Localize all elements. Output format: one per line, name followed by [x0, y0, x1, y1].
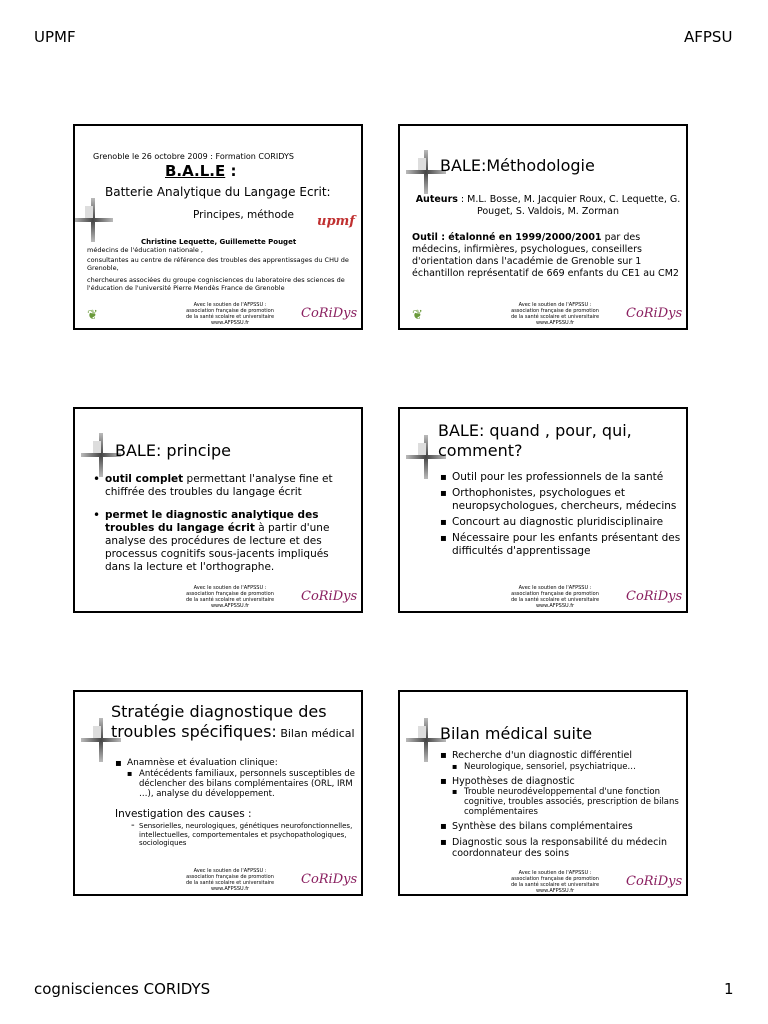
list-item: ▪ Orthophonistes, psychologues et neuropsychologues, chercheurs, médecins — [440, 487, 686, 513]
sub-list-item: ▪ Trouble neurodéveloppemental d'une fonction cognitive, troubles associés, prescription de bilans complémentaires — [440, 787, 686, 817]
sub-list-item: - Sensorielles, neurologiques, génétiques neurofonctionnelles, intellectuelles, comportementales et psychopathologiques, sociologiques — [115, 822, 361, 848]
coridys-logo: CoRiDys — [301, 306, 358, 321]
slide-line-2: consultantes au centre de référence des troubles des apprentissages du CHU de Grenoble, — [87, 256, 349, 272]
slide-title-small: Bilan médical — [276, 727, 355, 740]
support-text: Avec le soutien de l'AFPSSU : association française de promotion de la santé scolaire et universitaire www.AFPSSU.fr — [185, 302, 275, 326]
slide-line-3: chercheures associées du groupe cognisciences du laboratoire des sciences de l'éducation de l'université Pierre Mendès France de Grenoble — [87, 276, 345, 292]
coridys-logo: CoRiDys — [626, 306, 683, 321]
list-item: ▪ Outil pour les professionnels de la santé — [440, 471, 686, 484]
header-right: AFPSU — [684, 28, 733, 46]
slide-5[interactable] — [73, 690, 363, 896]
slide-title — [165, 162, 236, 180]
slide-line-1: médecins de l'éducation nationale , — [87, 246, 203, 254]
bullet-bold: outil complet — [105, 473, 184, 485]
slide-title-main: Stratégie diagnostique des troubles spécifiques: — [111, 702, 327, 741]
bullet-list — [115, 822, 361, 848]
list-item — [93, 509, 355, 574]
bale-title-suffix: : — [225, 162, 237, 180]
slide-4[interactable] — [398, 407, 688, 613]
header-left: UPMF — [34, 28, 76, 46]
support-text: Avec le soutien de l'AFPSSU : association française de promotion de la santé scolaire et universitaire www.AFPSSU.fr — [510, 302, 600, 326]
leaf-icon: ❦ — [412, 308, 423, 323]
coridys-logo: CoRiDys — [626, 589, 683, 604]
bullet-bold: permet le diagnostic analytique des troubles du langage écrit — [105, 509, 319, 534]
slide-title: BALE: quand , pour, qui, comment? — [438, 421, 632, 460]
sub-list-item: ▪ Neurologique, sensoriel, psychiatrique… — [440, 762, 686, 772]
slide-title: BALE: principe — [115, 441, 231, 460]
footer-left: cognisciences CORIDYS — [34, 980, 211, 998]
list-item — [93, 473, 355, 499]
bullet-text: à partir d'une analyse des procédures de lecture et des processus cognitifs sous-jacents impliqués dans la lecture et l'orthographe. — [105, 522, 330, 573]
slide-subtitle-2: Principes, méthode — [193, 209, 295, 221]
list-item: ▪ Nécessaire pour les enfants présentant des difficultés d'apprentissage — [440, 532, 686, 558]
list-item: ▪ Synthèse des bilans complémentaires — [440, 821, 686, 833]
list-item: ▪ Diagnostic sous la responsabilité du médecin coordonnateur des soins — [440, 837, 686, 860]
outil-label: Outil : étalonné en 1999/2000/2001 — [412, 232, 602, 243]
slide-3[interactable] — [73, 407, 363, 613]
bullet-list — [115, 758, 361, 799]
slide-6[interactable] — [398, 690, 688, 896]
bullet-list — [440, 471, 686, 558]
list-item: ▪ Concourt au diagnostic pluridisciplinaire — [440, 516, 686, 529]
slide-outil — [412, 232, 684, 280]
sub-list-item: ▪ Antécédents familiaux, personnels susceptibles de déclencher des bilans complémentaires (ORL, IRM …), analyse du développement. — [115, 769, 361, 799]
slide-title: Bilan médical suite — [440, 724, 593, 743]
slide-date: Grenoble le 26 octobre 2009 : Formation CORIDYS — [93, 152, 294, 161]
slide-auteurs — [412, 194, 684, 218]
list-item: ▪ Hypothèses de diagnostic — [440, 776, 686, 788]
support-text: Avec le soutien de l'AFPSSU : association française de promotion de la santé scolaire et universitaire www.AFPSSU.fr — [510, 585, 600, 609]
bullet-list — [93, 473, 355, 574]
support-text: Avec le soutien de l'AFPSSU : association française de promotion de la santé scolaire et universitaire www.AFPSSU.fr — [185, 868, 275, 892]
coridys-logo: CoRiDys — [626, 874, 683, 889]
auteurs-text: : M.L. Bosse, M. Jacquier Roux, C. Lequette, G. Pouget, S. Valdois, M. Zorman — [457, 194, 681, 217]
list-item: ▪ Anamnèse et évaluation clinique: — [115, 758, 361, 769]
bullet-text: permettant l'analyse fine et chiffrée des troubles du langage écrit — [105, 473, 333, 498]
slide-1[interactable] — [73, 124, 363, 330]
support-text: Avec le soutien de l'AFPSSU : association française de promotion de la santé scolaire et universitaire www.AFPSSU.fr — [510, 870, 600, 894]
auteurs-label: Auteurs — [415, 194, 458, 205]
slide-title — [111, 702, 361, 744]
investigation-heading: Investigation des causes : — [115, 808, 252, 820]
upmf-logo: upmf — [317, 214, 355, 229]
bullet-list — [440, 750, 686, 860]
bale-title: B.A.L.E — [165, 162, 226, 180]
slide-subtitle: Batterie Analytique du Langage Ecrit: — [105, 185, 331, 199]
slide-authors: Christine Lequette, Guillemette Pouget — [141, 238, 297, 246]
leaf-icon: ❦ — [87, 308, 98, 323]
coridys-logo: CoRiDys — [301, 872, 358, 887]
list-item: ▪ Recherche d'un diagnostic différentiel — [440, 750, 686, 762]
slide-2[interactable] — [398, 124, 688, 330]
slide-title: BALE:Méthodologie — [440, 156, 595, 175]
support-text: Avec le soutien de l'AFPSSU : association française de promotion de la santé scolaire et universitaire www.AFPSSU.fr — [185, 585, 275, 609]
page-number: 1 — [724, 980, 734, 998]
outil-text: par des médecins, infirmières, psychologues, conseillers d'orientation dans l'académie de Grenoble sur 1 échantillon représentatif de 669 enfants du CE1 au CM2 — [412, 232, 679, 279]
coridys-logo: CoRiDys — [301, 589, 358, 604]
